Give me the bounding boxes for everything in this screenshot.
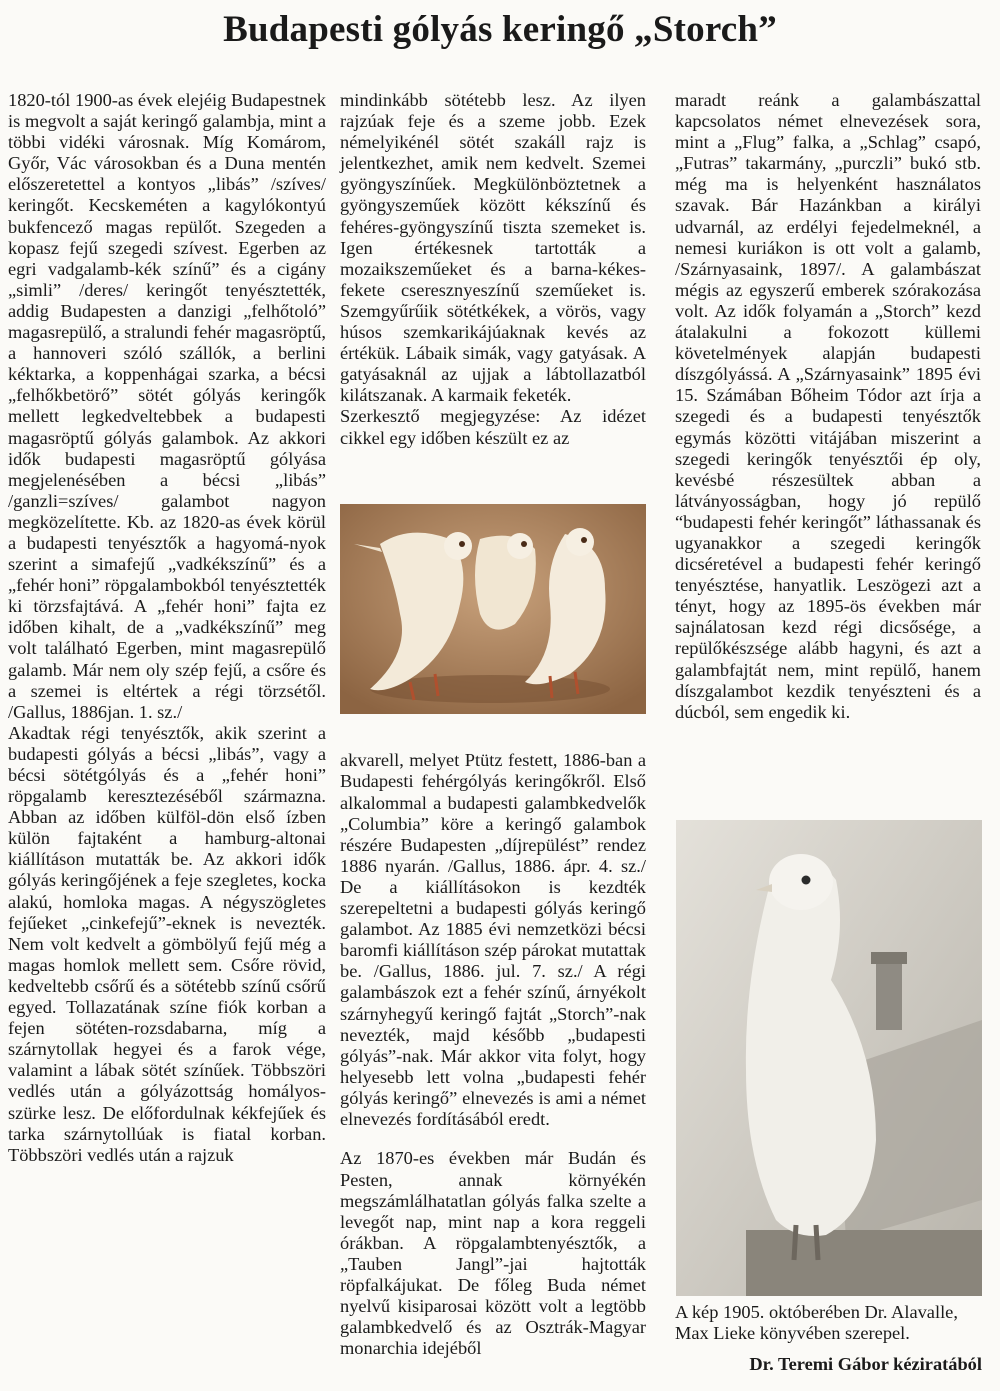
paragraph: maradt reánk a galambászattal kapcsolatos német elnevezések sora, mint a „Flug” falka, a „Schlag” csapó, „Futras” takarmány, „purczli” bukó stb. még ma is helyenként használatos szavak. Bár Hazánkban a királyi udvarnál, az erdélyi fejedelmeknél, a nemesi kuriákon is ott volt a galamb, /Szárnyasaink, 1897/. A galambászat mégis az egyszerű emberek szórakozása volt. Az idők folyamán a „Storch” kezd átalakulni a fokozott küllemi követelmények alapján budapesti díszgólyássá. A „Szárnyasaink” 1895 évi 15. Számában Bőheim Tódor azt írja a szegedi és a budapesti tenyésztők egymás közötti vitájában miszerint a szegedi keringők tenyésztői ép oly, kevésbé részesültek abban a látványosságban, hogy jó repülő “budapesti fehér keringőt” láthassanak és ugyanakkor a szegedi keringők dicséretével a budapesti fehér keringő tenyésztése, hanyatlik. Leszögezi azt a tényt, hogy az 1895-ös években már sajnálatosan kezd régi dicsősége, a repülőkészsége alább hagyni, és azt a galambfajtát nem, mint repülő, hanem díszgalambot kezdik tenyészteni és a dúcból, sem engedik ki. bbox=[675, 90, 981, 722]
paragraph: mindinkább sötétebb lesz. Az ilyen rajzúak feje és a szeme jobb. Ezek némelyikénél sötét szakáll rajz is jelentkezhet, amik nem kedvelt. Szemei gyöngyszínűek. Megkülönböztetnek a gyöngyszeműek között kékszínű és fehéres-gyöngyszínű tiszta szemeket is. Igen értékesnek tartották a mozaikszeműeket és a barna-kékes-fekete cseresznyeszínű szeműeket is. Szemgyűrűik sötétkékek, a vörös, vagy húsos szemkarikájúaknak kevés az értékük. Lábaik simák, vagy gatyásak. A gatyásaknál az ujjak a lábtollazatból kilátszanak. A karmaik feketék. bbox=[340, 90, 646, 406]
author-byline: Dr. Teremi Gábor kéziratából bbox=[749, 1354, 982, 1374]
column-2-lower bbox=[340, 732, 646, 1378]
paragraph: 1820-tól 1900-as évek elejéig Budapestnek is megvolt a saját keringő galambja, mint a többi vidéki városnak. Míg Komárom, Győr, Vác városokban és a Duna mentén előszeretettel a kontyos „libás” /szíves/ keringőt. Kecskeméten a kagylókontyú bukfencező magas repülőt. Szegeden a kopasz fejű szegedi szívest. Egerben az egri vadgalamb-kék színű” és a cigány „simli” /deres/ keringőt tenyésztették, addig Budapesten a danzigi „felhőtoló” magasrepülő, a stralundi fehér magasröptű, a hannoveri szóló szállók, a berlini kéktarka, a koppenhágai szarka, a bécsi „felhőkbetörő” sötét gólyás keringők mellett legkedveltebbek a budapesti magasröptű gólyás galambok. Az akkori idők budapesti magasröptű gólyása megjelenésében a bécsi „libás” /ganzli=szíves/ galambot nagyon megközelítette. Kb. az 1820-as évek körül a budapesti tenyésztők a hagyomá-nyok szerint a simafejű „vadkékszínű” és a „fehér honi” röpgalambokból tenyésztették ki törzsfajtává. A „fehér honi” fajta ez időben kihalt, de a „vadkékszínű” meg volt található Egerben, mint magasrepülő galamb. Már nem oly szép fejű, a csőre és a szemei is eltértek a régi törzsétől. /Gallus, 1886jan. 1. sz./ bbox=[8, 90, 326, 722]
watercolor-pigeons-image bbox=[340, 504, 646, 714]
column-3 bbox=[675, 90, 981, 723]
column-1 bbox=[8, 90, 326, 1166]
paragraph: akvarell, melyet Ptütz festett, 1886-ban a Budapesti fehérgólyás keringőkről. Első alkalommal a budapesti galambkedvelők „Columbia” köre a keringő galambok részére Budapesten „díjrepülést” rendez 1886 nyarán. /Gallus, 1886. ápr. 4. sz./ De a kiállításokon is kezdték szerepeltetni a budapesti gólyás keringő galambot. Az 1885 évi nemzetközi bécsi baromfi kiállításon szép párokat mutattak be. /Gallus, 1886. jul. 7. sz./ A régi galambászok ezt a fehér színű, árnyékolt szárnyhegyű keringő fajtát „Storch”-nak nevezték, majd később „budapesti gólyás”-nak. Már akkor vita folyt, hogy helyesebb lett volna „budapesti fehér gólyás keringő” elnevezés is ami a német elnevezés fordításából eredt. bbox=[340, 750, 646, 1129]
photo-caption: A kép 1905. októberében Dr. Alavalle, Max Lieke könyvében szerepel. bbox=[675, 1302, 958, 1344]
paragraph: Szerkesztő megjegyzése: Az idézet cikkel egy időben készült ez az bbox=[340, 406, 646, 448]
page-title: Budapesti gólyás keringő „Storch” bbox=[223, 9, 777, 50]
paragraph: Az 1870-es években már Budán és Pesten, annak környékén megszámlálhatatlan gólyás falka szelte a levegőt nap, mint nap a kora reggeli órákban. A röpgalambtenyésztők, a „Tauben Jangl”-jai hajtották röpfalkájukat. De főleg Buda német nyelvű kisiparosai között volt a legtöbb galambkedvelő és az Osztrák-Magyar monarchia idejéből bbox=[340, 1148, 646, 1359]
column-2-upper bbox=[340, 90, 646, 449]
pigeon-photo-image bbox=[676, 820, 982, 1296]
paragraph: Akadtak régi tenyésztők, akik szerint a budapesti gólyás a bécsi „libás”, vagy a bécsi sötétgólyás és a „fehér honi” röpgalamb keresztezéséből származna. Abban az időben külföl-dön első ízben külön fajtaként a hamburg-altonai kiállításon mutatták be. Az akkori idők gólyás keringőjének a feje szegletes, kocka alakú, homloka magas. A négyszögletes fejűeket „cinkefejű”-eknek is nevezték. Nem volt kedvelt a gömbölyű fejű még a magas homlok mellett sem. Csőre rövid, kedveltebb csőrű és a sötétebb színű csőrű egyed. Tollazatának színe fiók korban a fejen sötéten-rozsdabarna, míg a szárnytollak hegyei és a farok vége, valamint a lábak sötét színűek. Többszöri vedlés után a gólyázottság homályos-szürke lesz. De előfordulnak kékfejűek és tarka szárnytollúak is fiatal korban. Többszöri vedlés után a rajzuk bbox=[8, 722, 326, 1165]
